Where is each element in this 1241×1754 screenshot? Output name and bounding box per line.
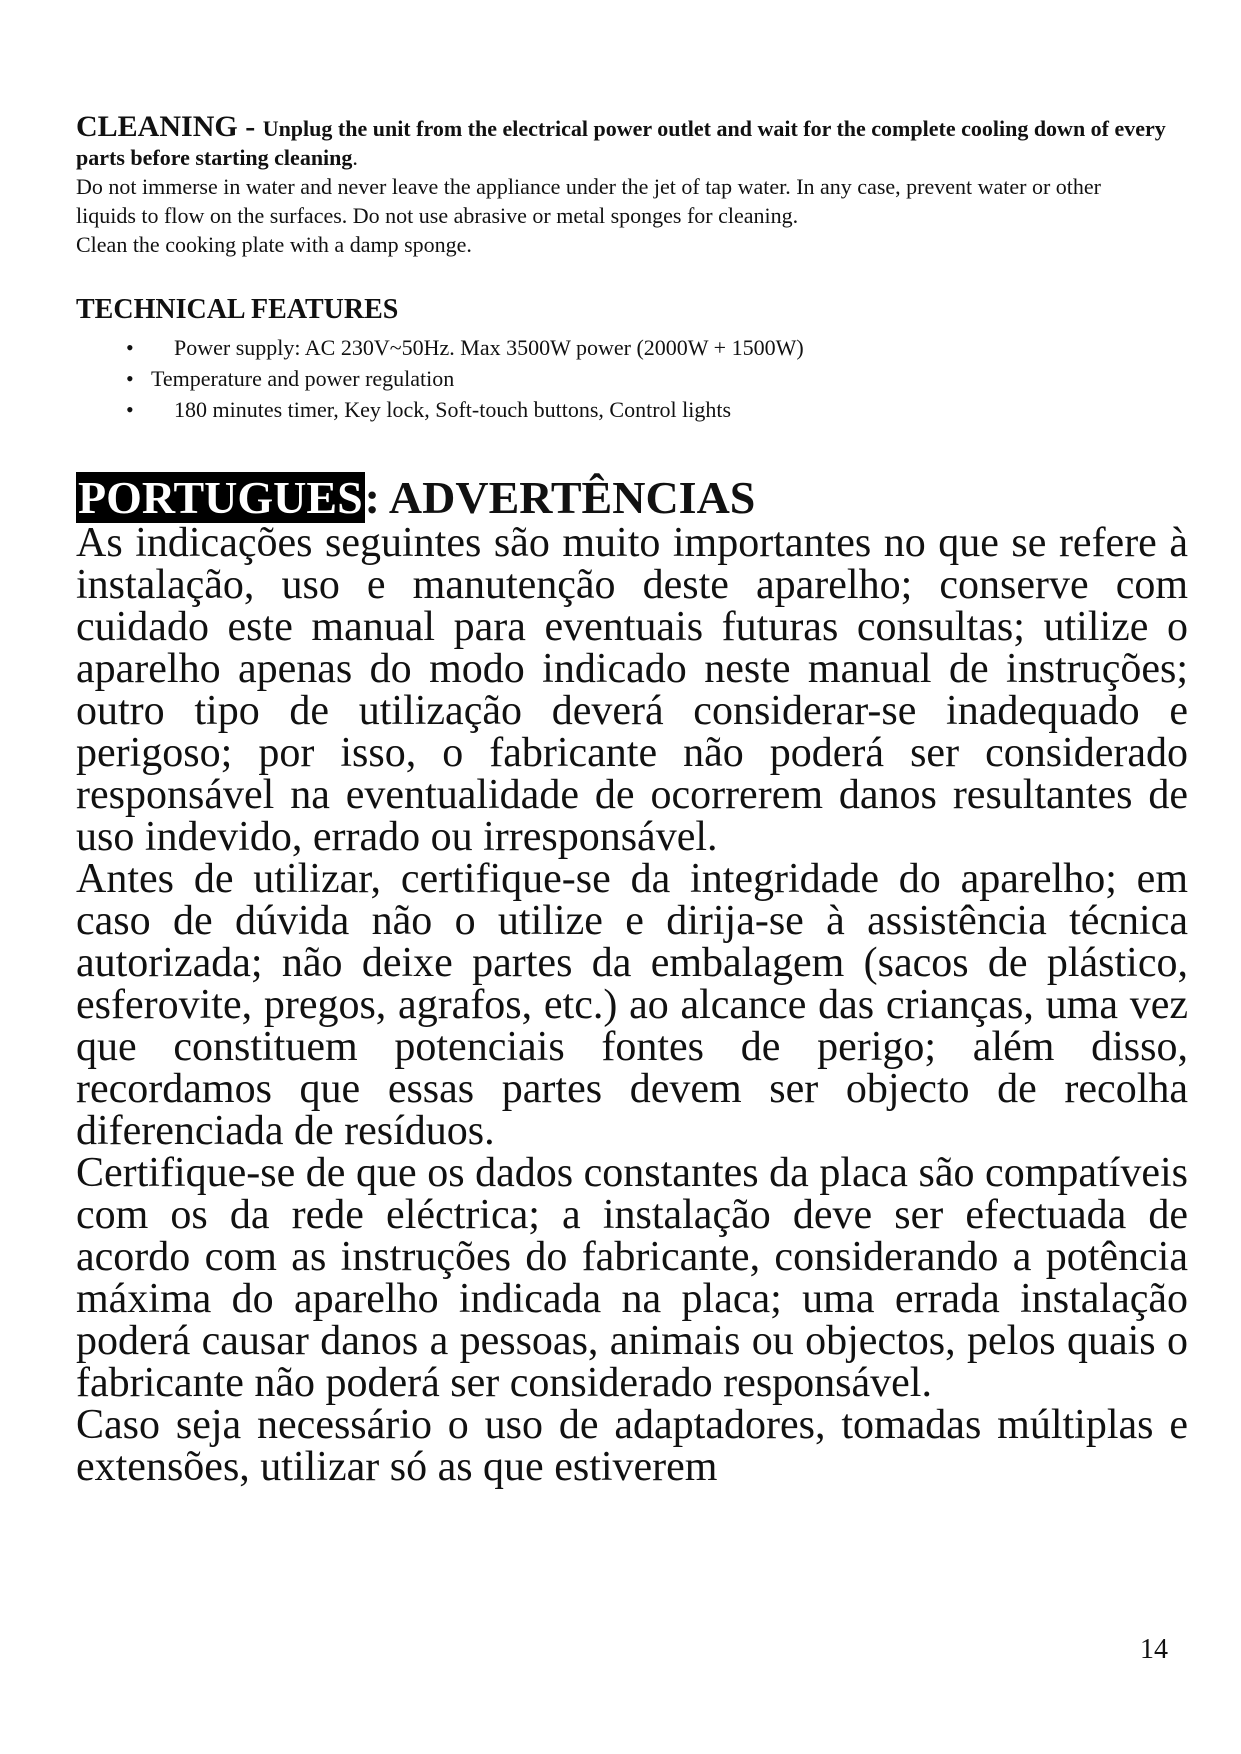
cleaning-intro xyxy=(76,112,1166,172)
bullet-icon: • xyxy=(126,397,134,422)
technical-features-title: TECHNICAL FEATURES xyxy=(76,294,399,325)
feature-temperature: Temperature and power regulation xyxy=(151,366,455,391)
cleaning-instructions: Do not immerse in water and never leave the appliance under the jet of tap water. In any case, prevent water or other liquids to flow on the surfaces. Do not use abrasive or metal sponges for cleaning. xyxy=(76,174,1102,228)
technical-features-list xyxy=(76,332,1166,425)
warnings-title: : ADVERTÊNCIAS xyxy=(364,472,756,523)
warning-paragraph-intro: As indicações seguintes são muito importantes no que se refere à instalação, uso e manutenção deste aparelho; conserve com cuidado este manual para eventuais futuras consultas; utilize o aparelho apenas do modo indicado neste manual de instruções; outro tipo de utilização deverá considerar-se inadequado e perigoso; por isso, o fabricante não poderá ser considerado responsável na eventualidade de ocorrerem danos resultantes de uso indevido, errado ou irresponsável. xyxy=(76,520,1188,860)
bullet-icon: • xyxy=(126,335,134,360)
technical-features-section xyxy=(76,292,1166,425)
list-item xyxy=(76,332,1166,363)
cleaning-plate-note: Clean the cooking plate with a damp sponge. xyxy=(76,232,472,257)
warning-paragraph-integrity: Antes de utilizar, certifique-se da integridade do aparelho; em caso de dúvida não o utilize e dirija-se à assistência técnica autorizada; não deixe partes da embalagem (sacos de plástico, esferovite, pregos, agrafos, etc.) ao alcance das crianças, uma vez que constituem potenciais fontes de perigo; além disso, recordamos que essas partes devem ser objecto de recolha diferenciada de resíduos. xyxy=(76,856,1188,1154)
portugues-heading xyxy=(76,472,755,524)
portugues-warnings-body xyxy=(76,522,1188,1488)
language-label: PORTUGUES xyxy=(78,472,363,523)
bullet-icon: • xyxy=(126,366,134,391)
cleaning-lead-end: . xyxy=(352,145,358,170)
page-number: 14 xyxy=(1140,1634,1168,1665)
cleaning-heading: CLEANING - xyxy=(76,110,263,143)
feature-timer: 180 minutes timer, Key lock, Soft-touch buttons, Control lights xyxy=(174,397,732,422)
cleaning-lead: Unplug the unit from the electrical power outlet and wait for the complete cooling down of every parts before starting cleaning xyxy=(76,116,1166,170)
warning-paragraph-installation: Certifique-se de que os dados constantes da placa são compatíveis com os da rede eléctrica; a instalação deve ser efectuada de acordo com as instruções do fabricante, considerando a potência máxima do aparelho indicada na placa; uma errada instalação poderá causar danos a pessoas, animais ou objectos, pelos quais o fabricante não poderá ser considerado responsável. xyxy=(76,1150,1188,1406)
list-item xyxy=(76,363,1166,394)
list-item xyxy=(76,394,1166,425)
feature-power-supply: Power supply: AC 230V~50Hz. Max 3500W power (2000W + 1500W) xyxy=(174,335,804,360)
warning-paragraph-adapters: Caso seja necessário o uso de adaptadores, tomadas múltiplas e extensões, utilizar só as que estiverem xyxy=(76,1402,1188,1490)
cleaning-section xyxy=(76,112,1166,259)
